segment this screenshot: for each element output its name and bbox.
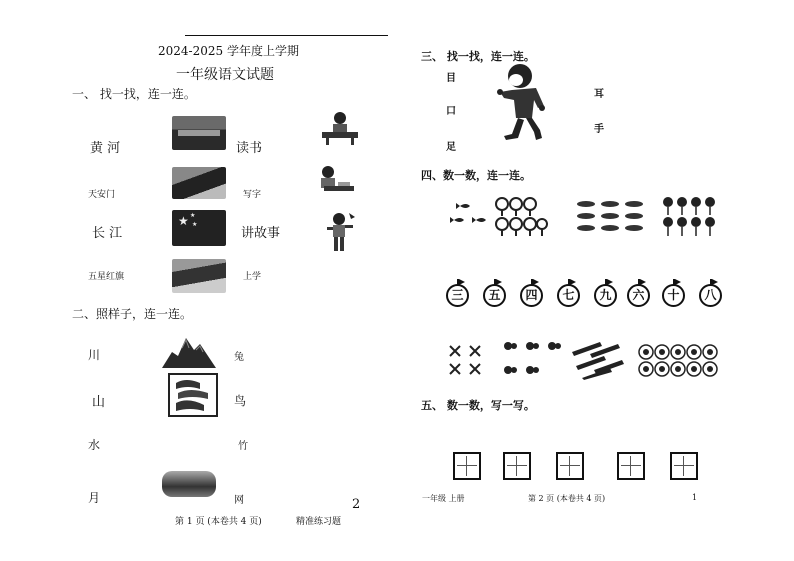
number-apple-2: 五 — [483, 284, 506, 307]
s3-left-char-2: 口 — [446, 106, 456, 117]
s2-left-char-1: 川 — [88, 348, 101, 362]
reading-child-icon — [320, 110, 360, 146]
s2-left-char-3: 水 — [88, 438, 101, 452]
s1-left-word-1: 黄 河 — [90, 141, 121, 156]
flag-photo: ★ ★ ★ — [172, 210, 226, 246]
s2-left-char-4: 月 — [88, 491, 101, 505]
left-footer-brand: 精准练习题 — [296, 517, 342, 527]
tiananmen-photo — [172, 116, 226, 150]
exam-title: 一年级语文试题 — [176, 67, 274, 83]
ball-group-icon — [638, 344, 722, 378]
section1-heading: 一、 找一找，连一连。 — [72, 87, 196, 101]
section5-heading: 五、 数一数，写一写。 — [421, 399, 535, 412]
number-apple-6: 六 — [627, 284, 650, 307]
writing-box-3[interactable] — [556, 452, 584, 480]
year-title: 2024-2025 学年度上学期 — [158, 44, 299, 58]
s3-right-char-1: 耳 — [594, 89, 604, 100]
section2-heading: 二、照样子，连一连。 — [72, 307, 193, 321]
bamboo-picture-frame — [168, 373, 218, 417]
lollipop-tree-group-icon — [494, 196, 548, 238]
ant-group-icon — [500, 338, 562, 380]
s3-left-char-3: 足 — [446, 142, 456, 153]
right-footer-page: 第 2 页 (本卷共 4 页) — [528, 494, 606, 503]
writing-box-2[interactable] — [503, 452, 531, 480]
number-apple-5: 九 — [594, 284, 617, 307]
right-footer-number: 1 — [692, 493, 698, 502]
water-picture — [162, 471, 216, 497]
s1-right-word-3: 讲故事 — [241, 226, 281, 241]
s1-right-word-4: 上学 — [243, 272, 262, 282]
s1-right-word-2: 写字 — [243, 190, 262, 200]
s2-right-char-2: 鸟 — [234, 394, 247, 408]
s2-right-char-3: 竹 — [238, 441, 248, 452]
mountain-icon — [162, 334, 216, 370]
fish-group-icon — [446, 202, 488, 234]
pencil-group-icon — [570, 338, 630, 380]
flower-group-icon — [662, 196, 720, 238]
number-apple-7: 十 — [662, 284, 685, 307]
s2-right-char-1: 兔 — [234, 352, 244, 363]
right-footer-grade: 一年级 上册 — [422, 494, 465, 503]
writing-child-icon — [314, 164, 356, 198]
s3-right-char-2: 手 — [594, 124, 604, 135]
section4-heading: 四、数一数，连一连。 — [421, 169, 531, 182]
mountain-river-photo — [172, 259, 226, 293]
section3-heading: 三、 找一找，连一连。 — [421, 50, 535, 63]
river-photo — [172, 167, 226, 199]
s1-right-word-1: 读书 — [236, 141, 263, 156]
number-apple-4: 七 — [557, 284, 580, 307]
s1-left-word-4: 五星红旗 — [88, 272, 125, 282]
dragonfly-group-icon — [446, 342, 490, 378]
top-rule — [185, 35, 388, 36]
writing-box-5[interactable] — [670, 452, 698, 480]
s2-right-char-4: 网 — [234, 495, 244, 506]
storytelling-child-icon — [325, 211, 357, 255]
corn-group-icon — [576, 198, 654, 236]
walking-boy-icon — [494, 62, 558, 142]
writing-box-1[interactable] — [453, 452, 481, 480]
s3-left-char-1: 目 — [446, 73, 456, 84]
number-apple-1: 三 — [446, 284, 469, 307]
number-apple-8: 八 — [699, 284, 722, 307]
s2-left-char-2: 山 — [92, 395, 106, 410]
left-footer-page: 第 1 页 (本卷共 4 页) — [175, 517, 262, 527]
corner-page-number: 2 — [352, 497, 361, 512]
writing-box-4[interactable] — [617, 452, 645, 480]
s1-left-word-2: 天安门 — [88, 190, 116, 200]
s1-left-word-3: 长 江 — [92, 226, 123, 241]
number-apple-3: 四 — [520, 284, 543, 307]
crescent-moon-icon — [168, 423, 204, 461]
